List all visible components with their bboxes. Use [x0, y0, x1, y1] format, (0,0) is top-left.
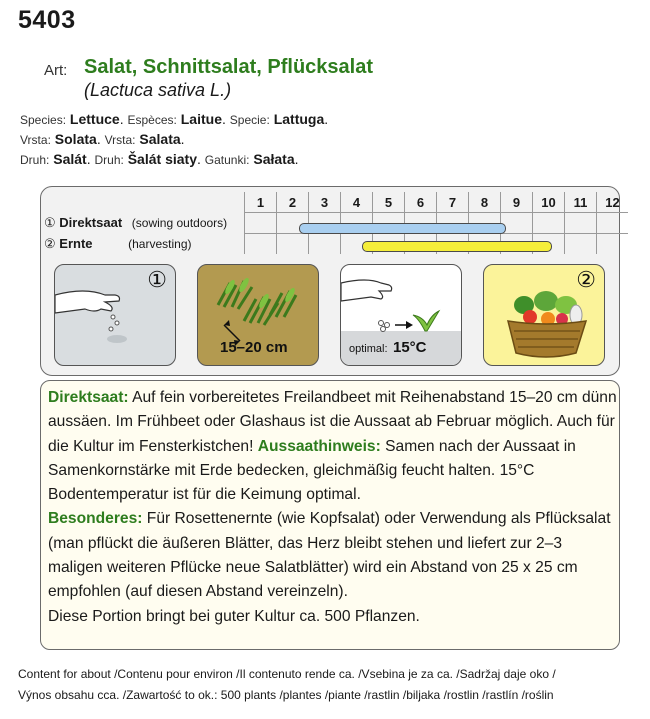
- temperature-label: optimal:: [349, 343, 388, 355]
- month-1: 1: [245, 192, 277, 213]
- heading-direct-sowing: Direktsaat:: [48, 389, 129, 406]
- paragraph-direct-sowing: [48, 386, 618, 507]
- month-7: 7: [437, 192, 469, 213]
- name-label: Espèces:: [127, 113, 177, 127]
- sowing-illustration: [54, 264, 176, 366]
- species-names-row-3: Druh: Salát. Druh: Šalát siaty. Gatunki: Sałata.: [20, 151, 299, 167]
- month-12: 12: [597, 192, 629, 213]
- name-label: Species:: [20, 113, 67, 127]
- row-subtitle: (sowing outdoors): [131, 216, 228, 230]
- name-label: Gatunki:: [204, 153, 250, 167]
- latin-name: (Lactuca sativa L.): [84, 80, 232, 100]
- row-spacing-illustration: [197, 264, 319, 366]
- month-5: 5: [373, 192, 405, 213]
- art-label: Art:: [44, 62, 68, 79]
- row-title: Ernte: [59, 235, 93, 251]
- temperature-value: 15°C: [393, 339, 427, 356]
- species-names-row-2: Vrsta: Solata. Vrsta: Salata.: [20, 131, 185, 147]
- paragraph-portion: Diese Portion bringt bei guter Kultur ca. 500 Pflanzen.: [48, 607, 420, 625]
- month-2: 2: [277, 192, 309, 213]
- month-8: 8: [469, 192, 501, 213]
- month-10: 10: [533, 192, 565, 213]
- name-value: Salata: [139, 131, 181, 147]
- name-label: Specie:: [229, 113, 270, 127]
- name-value: Solata: [54, 131, 97, 147]
- name-value: Salát: [53, 151, 87, 167]
- name-value: Sałata: [253, 151, 295, 167]
- step-badge: ①: [147, 267, 167, 292]
- row-number: ①: [44, 215, 56, 230]
- variety-name: Salat, Schnittsalat, Pflücksalat: [84, 56, 373, 78]
- month-3: 3: [309, 192, 341, 213]
- text-special: Für Rosettenernte (wie Kopfsalat) oder Verwendung als Pflücksalat (man pflückt die äußeren Blätter, das Herz bleibt stehen und liefert zur 2–3 maligen weiteren Pflücke neue Salatblätter) wird ein Abstand von 25 x 25 cm empfohlen (auf diesen Abstand vereinzeln).: [48, 510, 611, 601]
- harvest-period-bar: [362, 241, 552, 252]
- name-value: Laitue: [180, 111, 222, 127]
- germination-illustration: [340, 264, 462, 366]
- step-badge: ②: [576, 267, 596, 292]
- name-value: Šalát siaty: [127, 151, 197, 167]
- month-6: 6: [405, 192, 437, 213]
- row-label: [40, 213, 245, 234]
- calendar-header-row: [40, 192, 628, 213]
- text-direct-sowing: Auf fein vorbereitetes Freilandbeet mit Reihenabstand 15–20 cm dünn aussäen. Im Frühbeet oder Glashaus ist die Aussaat ab Februar möglich. Auch für die Kultur im Fensterkistchen!: [48, 389, 617, 455]
- name-label: Vrsta:: [20, 133, 51, 147]
- row-title: Direktsaat: [59, 215, 123, 230]
- text-sowing-note: Samen nach der Aussaat in Samenkornstärke mit Erde bedecken, gleichmäßig feucht halten. 15°C Bodentemperatur ist für die Keimung optimal.: [48, 437, 576, 504]
- paragraph-special: [48, 507, 618, 604]
- name-label: Druh:: [94, 153, 124, 167]
- sowing-period-bar: [299, 223, 506, 234]
- name-value: Lettuce: [69, 111, 120, 127]
- spacing-caption: 15–20 cm: [220, 339, 288, 356]
- row-subtitle: (harvesting): [128, 236, 192, 251]
- harvest-illustration: [483, 264, 605, 366]
- month-11: 11: [565, 192, 597, 213]
- row-label: [40, 234, 245, 255]
- month-4: 4: [341, 192, 373, 213]
- footer-line-2: Výnos obsahu cca. /Zawartość to ok.: 500 plants /plantes /piante /rastlin /biljaka /rostlin /rastlín /roślin: [18, 688, 554, 702]
- name-label: Druh:: [20, 153, 50, 167]
- heading-sowing-note: Aussaathinweis:: [257, 437, 381, 455]
- instructions-text: [48, 386, 618, 629]
- month-9: 9: [501, 192, 533, 213]
- row-number: ②: [44, 235, 56, 251]
- species-names-row-1: Species: Lettuce. Espèces: Laitue. Specie: Lattuga.: [20, 111, 329, 127]
- name-label: Vrsta:: [104, 133, 136, 147]
- product-code: 5403: [18, 6, 76, 34]
- heading-special: Besonderes:: [48, 510, 143, 528]
- footer-line-1: Content for about /Contenu pour environ /Il contenuto rende ca. /Vsebina je za ca. /Sadržaj daje oko /: [18, 667, 556, 681]
- name-value: Lattuga: [273, 111, 325, 127]
- content-footer: [18, 664, 556, 706]
